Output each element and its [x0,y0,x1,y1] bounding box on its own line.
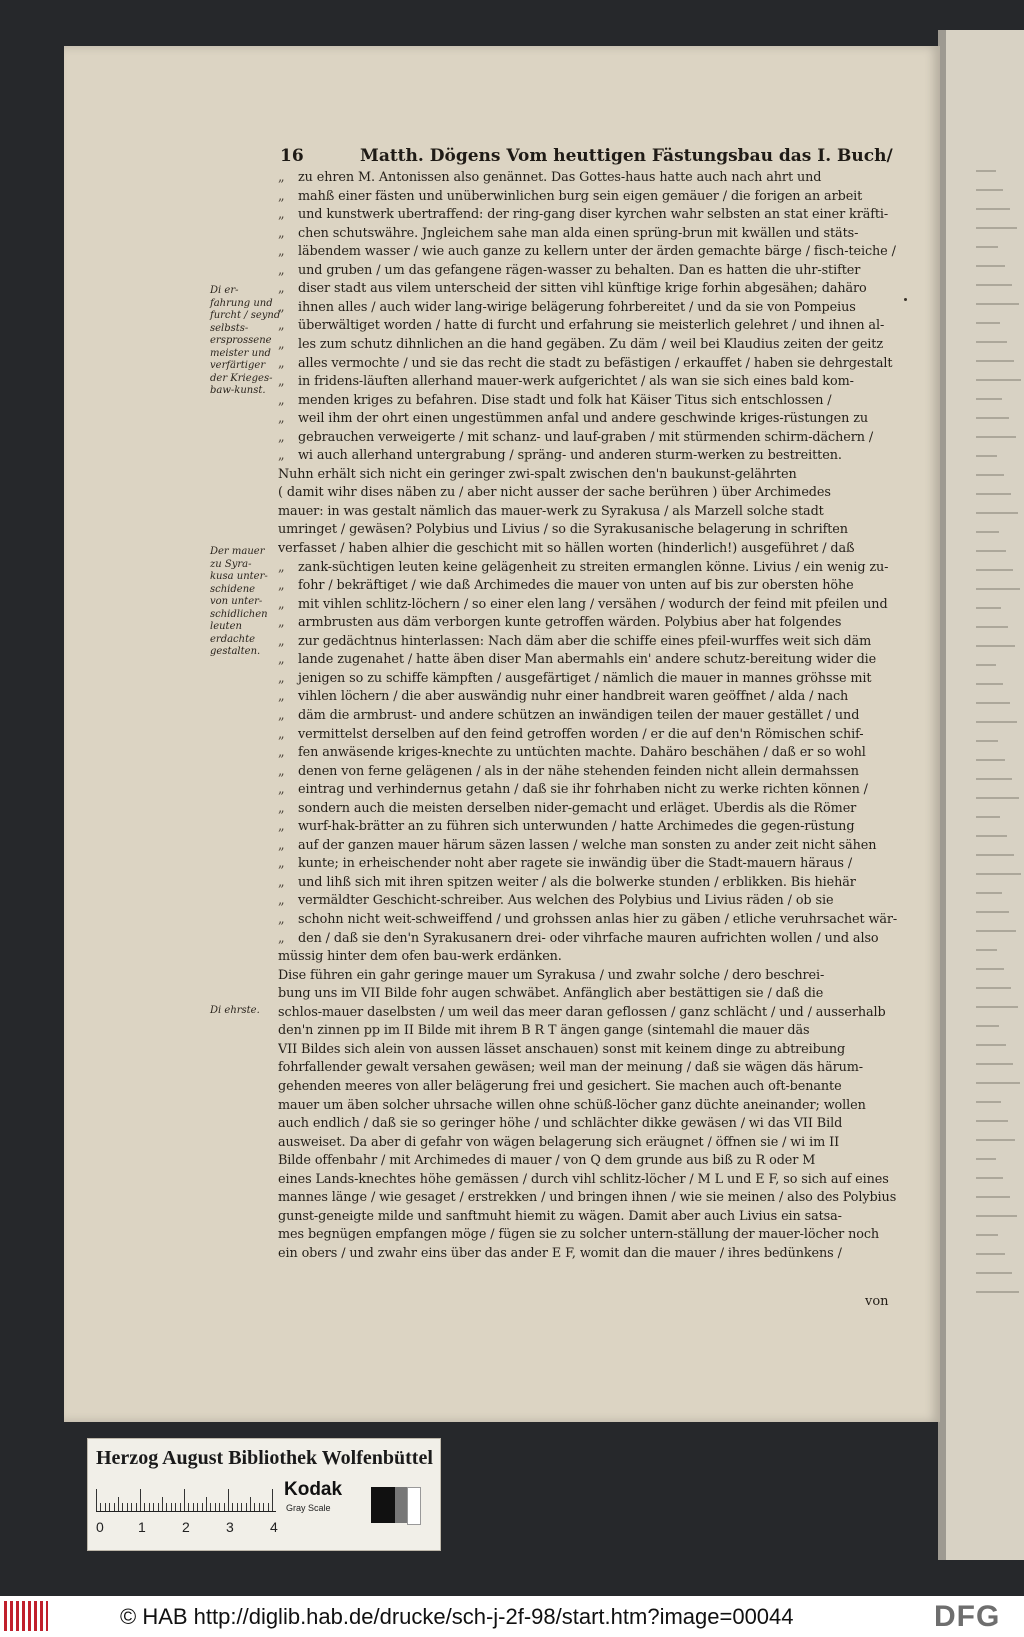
text-line-content: schohn nicht weit-schweiffend / und grohssen anlas hier zu gäben / etliche veruhrsachet wär- [298,912,898,927]
ruler-tick [127,1503,128,1511]
text-line [278,912,898,931]
text-line-content: menden kriges zu befahren. Dise stadt und folk hat Käiser Titus sich entschlossen / [298,392,832,408]
bleed-line [976,1025,999,1027]
ruler-tick [162,1497,163,1511]
kodak-logo: Kodak [284,1479,343,1500]
text-line [278,170,898,189]
quote-mark-icon: „ [278,318,285,334]
ruler-tick [263,1503,264,1511]
text-line [278,1079,898,1098]
text-line [278,1098,898,1117]
text-line [278,856,898,875]
text-line-content: auf der ganzen mauer härum säzen lassen / welche man sonsten zu ander zeit nicht sähen [298,837,877,853]
page-header [268,142,898,170]
ruler-tick [175,1503,176,1511]
quote-mark-icon: „ [278,856,285,872]
text-line [278,634,898,653]
text-line [278,374,898,393]
text-line [278,485,898,504]
ruler-tick [259,1503,260,1511]
text-line [278,560,898,579]
text-line-content: Nuhn erhält sich nicht ein geringer zwi-spalt zwischen den'n baukunst-gelährten [278,466,797,482]
text-line [278,504,898,523]
bleed-line [976,189,1003,191]
ruler-tick [219,1503,220,1511]
bleed-line [976,1139,1015,1141]
quote-mark-icon: „ [278,299,285,315]
quote-mark-icon: „ [278,578,285,594]
text-line-content: ausweiset. Da aber di gefahr von wägen belagerung sich eräugnet / öffnen sie / wi im II [278,1134,840,1150]
text-line [278,1172,898,1191]
ruler-tick [153,1503,154,1511]
text-line-content: fohr / bekräftiget / wie daß Archimedes die mauer von unten auf bis zur obersten höhe [298,578,854,594]
quote-mark-icon: „ [278,225,285,241]
text-line-content: ( damit wihr dises näben zu / aber nicht ausser der sache berühren ) über Archimedes [278,485,831,501]
bleed-line [976,1196,1010,1198]
ruler-tick [246,1503,247,1511]
text-line-content: den / daß sie den'n Syrakusanern drei- oder vihrfache mauren aufrichten wollen / und also [298,930,879,946]
bleed-line [976,1063,1013,1065]
quote-mark-icon: „ [278,652,285,668]
text-line [278,931,898,950]
bleed-line [976,1101,1001,1103]
bleed-line [976,1082,1020,1084]
text-line [278,819,898,838]
text-line-content: vihlen löchern / die aber auswändig nuhr einer handbreit waren geöffnet / alda / nach [298,689,849,705]
bleed-line [976,930,1016,932]
quote-mark-icon: „ [278,912,285,927]
ruler-tick [228,1489,229,1511]
text-line [278,782,898,801]
bleed-line [976,303,1019,305]
text-line [278,615,898,634]
text-line-content: Dise führen ein gahr geringe mauer um Syrakusa / und zwahr solche / dero beschrei- [278,967,825,983]
text-line [278,393,898,412]
bleed-line [976,170,996,172]
text-line [278,356,898,375]
ruler-tick [158,1503,159,1511]
quote-mark-icon: „ [278,763,285,779]
text-line-content: wi auch allerhand untergrabung / spräng- und anderen sturm-werken zu bestreitten. [298,448,842,464]
quote-mark-icon: „ [278,670,285,686]
text-line-content: eines Lands-knechtes höhe gemässen / durch vihl schlitz-löcher / M L und E F, so sich auf eines [278,1171,889,1187]
text-line [278,838,898,857]
adjacent-page-edge [938,30,1024,1560]
text-line-content: umringet / gewäsen? Polybius und Livius / so die Syrakusanische belagerung in schriften [278,522,848,538]
bleed-line [976,1177,1003,1179]
running-title: Matth. Dögens Vom heuttigen Fästungsbau das I. Buch/ [360,146,893,166]
text-line-content: gunst-geneigte milde und sanftmuht hiemit zu wägen. Damit aber auch Livius ein satsa- [278,1208,842,1224]
text-line [278,689,898,708]
ruler-tick [188,1503,189,1511]
color-calibration-bar [87,1438,441,1551]
text-line-content: weil ihm der ohrt einen ungestümmen anfal und andere geschwinde kriges-rüstungen zu [298,411,869,427]
text-line [278,949,898,968]
text-line [278,281,898,300]
text-line-content: gehenden meeres von aller belägerung frei und gesichert. Sie machen auch oft-benante [278,1078,842,1094]
ruler-tick [122,1503,123,1511]
ruler-tick [180,1503,181,1511]
ruler-tick [136,1503,137,1511]
text-line [278,522,898,541]
ruler-tick [250,1497,251,1511]
text-line-content: müssig hinter dem ofen bau-werk erdänken. [278,949,562,965]
ruler-tick [114,1503,115,1511]
quote-mark-icon: „ [278,689,285,705]
text-line-content: denen von ferne gelägenen / als in der nähe stehenden feinden nicht allein dermahssen [298,763,859,779]
quote-mark-icon: „ [278,745,285,761]
text-line-content: alles vermochte / und sie das recht die stadt zu befästigen / erkauffet / haben sie dehrgestalt [298,355,893,371]
bleed-line [976,379,1021,381]
ruler-tick [224,1503,225,1511]
ruler-number: 4 [270,1519,278,1535]
text-line [278,727,898,746]
ruler-tick [193,1503,194,1511]
text-line [278,337,898,356]
text-line-content: bung uns im VII Bilde fohr augen schwäbet. Anfänglich aber bestättigen sie / daß die [278,986,824,1002]
bleed-line [976,702,1010,704]
text-line-content: vermäldter Geschicht-schreiber. Aus welchen des Polybius und Livius räden / ob sie [298,893,834,909]
text-line-content: mauer um äben solcher uhrsache willen ohne schüß-löcher ganz düchte aneinander; wollen [278,1097,866,1113]
bleed-line [976,778,1012,780]
text-line [278,207,898,226]
quote-mark-icon: „ [278,837,285,853]
bleed-line [976,588,1020,590]
hab-logo-icon [4,1601,48,1631]
bleed-line [976,1044,1006,1046]
catchword: von [865,1294,889,1309]
text-line [278,1023,898,1042]
ruler-number: 2 [182,1519,190,1535]
text-line [278,1190,898,1209]
ruler-tick [131,1503,132,1511]
bleed-line [976,835,1007,837]
bleed-line [976,1234,998,1236]
text-line-content: den'n zinnen pp im II Bilde mit ihrem B R T ängen gange (sintemahl die mauer däs [278,1023,810,1039]
text-line-content: Bilde offenbahr / mit Archimedes di mauer / von Q dem grunde aus biß zu R oder M [278,1153,816,1169]
text-line [278,1042,898,1061]
footer-link[interactable]: © HAB http://diglib.hab.de/drucke/sch-j-2f-98/start.htm?image=00044 [120,1604,794,1629]
bleed-line [976,474,1004,476]
text-line [278,300,898,319]
ruler-tick [100,1503,101,1511]
quote-mark-icon: „ [278,893,285,909]
bleed-line [976,322,1000,324]
text-line [278,764,898,783]
text-line [278,1153,898,1172]
bleed-line [976,417,1009,419]
bleed-line [976,550,1006,552]
quote-mark-icon: „ [278,874,285,890]
ruler-tick [118,1497,119,1511]
text-line-content: ein obers / und zwahr eins über das ander E F, womit dan die mauer / ihres bedünkens / [278,1245,842,1261]
scale-ruler [96,1483,276,1512]
gray-swatch-mid [395,1487,407,1523]
ruler-number: 1 [138,1519,146,1535]
bleed-line [976,208,1010,210]
text-line [278,1116,898,1135]
text-line-content: mit vihlen schlitz-löchern / so einer elen lang / versähen / wodurch der feind mit pfeilen und [298,596,888,612]
ruler-tick [215,1503,216,1511]
text-line-content: zank-süchtigen leuten keine gelägenheit zu streiten ermanglen könne. Livius / ein wenig zu- [298,559,889,575]
library-name: Herzog August Bibliothek Wolfenbüttel [96,1447,433,1469]
text-line [278,318,898,337]
bleed-line [976,664,996,666]
quote-mark-icon: „ [278,392,285,408]
quote-mark-icon: „ [278,559,285,575]
bleed-line [976,512,1018,514]
text-line-content: les zum schutz dihnlichen an die hand gegäben. Zu däm / weil bei Klaudius zeiten der geitz [298,336,883,352]
text-line-content: VII Bildes sich alein von aussen lässet anschauen) sonst mit keinem dinge zu abtreibung [278,1041,846,1057]
bleed-line [976,797,1019,799]
bleed-line [976,645,1015,647]
text-line [278,652,898,671]
ruler-tick [140,1489,141,1511]
bleed-line [976,759,1005,761]
text-line [278,1246,898,1265]
text-line [278,244,898,263]
ruler-tick [241,1503,242,1511]
text-line [278,467,898,486]
quote-mark-icon: „ [278,819,285,835]
margin-note-3: Di ehrste. [210,1005,260,1016]
text-line-content: lande zugenahet / hatte äben diser Man abermahls ein' andere schutz-bereitung wider die [298,652,877,668]
quote-mark-icon: „ [278,596,285,612]
bleed-line [976,1215,1017,1217]
bleed-line [976,721,1017,723]
bleed-line [976,911,1009,913]
text-line-content: mes begnügen empfangen möge / fügen sie zu solcher untern-ställung der mauer-löcher noch [278,1227,880,1243]
bleed-line [976,1158,996,1160]
bleed-line [976,816,1000,818]
text-line [278,578,898,597]
ruler-tick [149,1503,150,1511]
quote-mark-icon: „ [278,429,285,445]
ruler-tick [184,1489,185,1511]
ruler-tick [96,1489,97,1511]
text-line [278,893,898,912]
quote-mark-icon: „ [278,355,285,371]
text-line-content: chen schutswähre. Jngleichem sahe man alda einen sprüng-brun mit kwällen und stäts- [298,225,859,241]
footer-bar [0,1596,1024,1637]
text-line-content: däm die armbrust- und andere schützen an inwändigen teilen der mauer gestället / und [298,707,860,723]
text-line-content: mauer: in was gestalt nämlich das mauer-werk zu Syrakusa / als Marzell solche stadt [278,503,824,519]
text-line [278,541,898,560]
text-line [278,1227,898,1246]
ruler-tick [232,1503,233,1511]
text-line-content: und kunstwerk ubertraffend: der ring-gang diser kyrchen wahr selbsten an stat einer kräfti- [298,207,889,223]
bleed-line [976,949,997,951]
text-line [278,968,898,987]
text-line-content: und gruben / um das gefangene rägen-wasser zu behalten. Dan es hatten die uhr-stifter [298,262,861,278]
ruler-tick [144,1503,145,1511]
page-number: 16 [280,146,304,166]
text-line-content: vermittelst derselben auf den feind getroffen worden / er die auf den'n Römischen schif- [298,726,864,742]
quote-mark-icon: „ [278,170,285,185]
text-line-content: diser stadt aus vilem unterscheid der sitten vihl künftige krige forhin abgesähen; dahäro [298,281,867,297]
text-line-content: eintrag und verhindernus getahn / daß sie ihr fohrhaben nicht zu werke richten können / [298,782,868,798]
bleed-line [976,531,999,533]
bleed-line [976,246,998,248]
quote-mark-icon: „ [278,336,285,352]
bleed-line [976,1120,1008,1122]
text-line [278,875,898,894]
quote-mark-icon: „ [278,726,285,742]
quote-mark-icon: „ [278,800,285,816]
bleed-line [976,1253,1005,1255]
gray-swatch-white [407,1487,421,1525]
text-line [278,745,898,764]
quote-mark-icon: „ [278,411,285,427]
bleed-line [976,227,1017,229]
bleed-line [976,892,1002,894]
quote-mark-icon: „ [278,374,285,390]
bleed-line [976,1291,1019,1293]
quote-mark-icon: „ [278,633,285,649]
ruler-tick [166,1503,167,1511]
quote-mark-icon: „ [278,207,285,223]
bleed-line [976,284,1012,286]
quote-mark-icon: „ [278,188,285,204]
text-line-content: schlos-mauer daselbsten / um weil das meer daran geflossen / ganz schlächt / und / ausserhalb [278,1004,886,1020]
text-line-content: sondern auch die meisten derselben nider-gemacht und erläget. Uberdis als die Römer [298,800,857,816]
bleed-line [976,683,1003,685]
ruler-tick [171,1503,172,1511]
bleed-line [976,968,1004,970]
text-line-content: mannes länge / wie gesaget / erstrekken / und bringen ihnen / wie sie meinen / also des Polybius [278,1190,897,1206]
bleed-line [976,265,1005,267]
text-line-content: wurf-hak-brätter an zu führen sich unterwunden / hatte Archimedes die gegen-rüstung [298,819,855,835]
text-line [278,430,898,449]
text-line-content: in fridens-läuften allerhand mauer-werk aufgerichtet / als wan sie sich eines bald kom- [298,374,854,390]
bleed-line [976,987,1011,989]
quote-mark-icon: „ [278,615,285,631]
text-line-content: mahß einer fästen und unüberwinlichen burg sein eigen gemäuer / die forigen an arbeit [298,188,863,204]
ruler-tick [237,1503,238,1511]
text-line [278,986,898,1005]
ruler-tick [109,1503,110,1511]
quote-mark-icon: „ [278,930,285,946]
ruler-tick [206,1497,207,1511]
text-line [278,1005,898,1024]
bleed-line [976,1006,1018,1008]
quote-mark-icon: „ [278,448,285,464]
text-line [278,189,898,208]
bleed-line [976,436,1016,438]
quote-mark-icon: „ [278,707,285,723]
text-line-content: und lihß sich mit ihren spitzen weiter / als die bolwerke stunden / erblikken. Bis hiehär [298,874,856,890]
text-line-content: verfasset / haben alhier die geschicht mit so hällen worten (hinderlich!) ausgeführet / daß [278,541,855,556]
quote-mark-icon: „ [278,281,285,297]
text-line [278,671,898,690]
quote-mark-icon: „ [278,782,285,798]
ink-speck [904,298,907,301]
text-line-content: läbendem wasser / wie auch ganze zu kellern unter der ärden gemachte bärge / fisch-teiche / [298,244,896,260]
gray-scale-label: Gray Scale [286,1503,331,1513]
ruler-number: 0 [96,1519,104,1535]
text-line [278,448,898,467]
bleed-line [976,493,1011,495]
ruler-tick [272,1489,273,1511]
margin-note-1: Di er- fahrung und furcht / seynd selbsts- ersprossene meister und verfärtiger der Krieges- baw-kunst. [210,285,281,396]
ruler-tick [197,1503,198,1511]
text-line [278,1209,898,1228]
dfg-logo: DFG [934,1600,1001,1633]
ruler-tick [268,1503,269,1511]
text-line [278,597,898,616]
quote-mark-icon: „ [278,244,285,260]
bleed-line [976,1272,1012,1274]
bleed-line [976,740,998,742]
bleed-line [976,626,1008,628]
bleed-line [976,569,1013,571]
text-line [278,801,898,820]
text-line-content: jenigen so zu schiffe kämpften / ausgefärtiget / nämlich die mauer in mannes gröhsse mit [298,670,872,686]
text-line [278,1135,898,1154]
bleed-line [976,341,1007,343]
text-line-content: auch endlich / daß sie so geringer höhe / und schlächter dikke gewäsen / wi das VII Bild [278,1116,843,1132]
margin-note-2: Der mauer zu Syra- kusa unter- schidene von unter- schidlichen leuten erdachte gestalten. [210,546,268,657]
text-line [278,263,898,282]
ruler-tick [254,1503,255,1511]
text-line [278,708,898,727]
text-line [278,411,898,430]
text-line [278,226,898,245]
text-line-content: überwältiget worden / hatte di furcht und erfahrung sie meisterlich gelehret / und ihnen al- [298,318,885,334]
bleed-line [976,607,1001,609]
bleed-line [976,854,1014,856]
bleed-line [976,873,1021,875]
quote-mark-icon: „ [278,262,285,278]
ruler-tick [202,1503,203,1511]
ruler-tick [105,1503,106,1511]
text-line-content: armbrusten aus däm verborgen kunte getroffen wärden. Polybius aber hat folgendes [298,615,842,631]
bleed-line [976,398,1002,400]
text-line-content: zu ehren M. Antonissen also genännet. Das Gottes-haus hatte auch nach ahrt und [298,170,822,185]
text-line-content: kunte; in erheischender noht aber ragete sie inwändig über die Stadt-mauern häraus / [298,856,853,872]
text-line-content: fen anwäsende kriges-knechte zu untüchten machte. Dahäro beschähen / daß er so wohl [298,745,866,761]
bleed-line [976,360,1014,362]
text-line-content: fohrfallender gewalt versahen gewäsen; weil man der meinung / daß sie wägen däs härum- [278,1060,864,1076]
text-line-content: gebrauchen verweigerte / mit schanz- und lauf-graben / mit stürmenden schirm-dächern / [298,429,874,445]
ruler-tick [210,1503,211,1511]
bleed-line [976,455,997,457]
text-line-content: ihnen alles / auch wider lang-wirige belägerung fohrbereitet / und da sie von Pompeius [298,299,856,315]
text-line-content: zur gedächtnus hinterlassen: Nach däm aber die schiffe eines pfeil-wurffes weit sich däm [298,633,872,649]
text-line [278,1060,898,1079]
gray-swatch-black [371,1487,395,1523]
ruler-number: 3 [226,1519,234,1535]
